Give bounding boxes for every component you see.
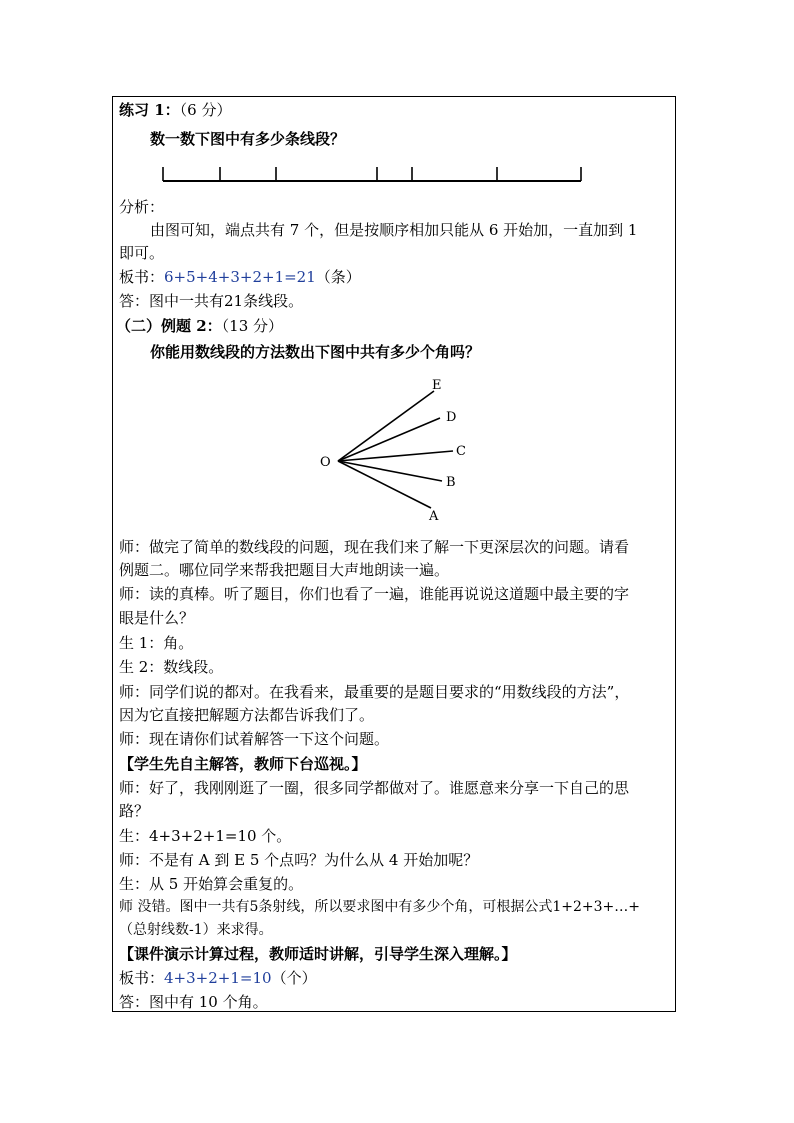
- dialogue-line: 师：做完了简单的数线段的问题，现在我们来了解一下更深层次的问题。请看: [119, 538, 630, 556]
- board1-unit: （条）: [315, 268, 361, 286]
- dialogue-line: 师：不是有 A 到 E 5 个点吗？为什么从 4 开始加呢？: [119, 851, 479, 869]
- board1-formula: 6+5+4+3+2+1=21: [164, 268, 316, 286]
- dialogue-line: 师：现在请你们试着解答一下这个问题。: [119, 730, 390, 748]
- board1-label: 板书：: [119, 268, 165, 286]
- exercise1-title: 练习 1：: [119, 101, 180, 119]
- analysis-line-1: 由图可知，端点共有 7 个，但是按顺序相加只能从 6 开始加，一直加到 1: [150, 221, 638, 239]
- dialogue-line: （总射线数-1）来求得。: [119, 922, 273, 938]
- dialogue-line: 【课件演示计算过程，教师适时讲解，引导学生深入理解。】: [119, 945, 517, 963]
- board2-formula: 4+3+2+1=10: [164, 969, 272, 987]
- point-label-e: E: [432, 378, 442, 393]
- exercise1-score: （6 分）: [179, 101, 232, 119]
- example2-question: 你能用数线段的方法数出下图中共有多少个角吗？: [150, 343, 481, 361]
- dialogue-line: 师 没错。图中一共有5条射线，所以要求图中有多少个角，可根据公式1+2+3+…+: [119, 899, 640, 915]
- example2-title: （二）例题 2：: [116, 317, 222, 335]
- example2-heading: [116, 316, 283, 336]
- dialogue-line: 例题二。哪位同学来帮我把题目大声地朗读一遍。: [119, 561, 450, 579]
- point-label-c: C: [456, 444, 466, 459]
- exercise1-heading: [119, 100, 231, 120]
- point-label-a: A: [429, 509, 439, 524]
- dialogue-line: 路？: [119, 802, 150, 820]
- answer1: 答：图中一共有21条线段。: [119, 292, 304, 310]
- dialogue-line: 师：好了，我刚刚逛了一圈，很多同学都做对了。谁愿意来分享一下自己的思: [119, 779, 630, 797]
- dialogue-line: 生：从 5 开始算会重复的。: [119, 875, 304, 893]
- point-label-d: D: [446, 410, 457, 425]
- segment-diagram: [158, 160, 588, 186]
- ray-oa: [338, 461, 431, 508]
- dialogue-line: 【学生先自主解答，教师下台巡视。】: [119, 755, 367, 773]
- dialogue-line: 师：读的真棒。听了题目，你们也看了一遍，谁能再说说这道题中最主要的字: [119, 585, 630, 603]
- dialogue-line: 生：4+3+2+1=10 个。: [119, 827, 292, 845]
- answer2: 答：图中有 10 个角。: [119, 993, 268, 1011]
- dialogue-line: 生 2：数线段。: [119, 658, 224, 676]
- ray-ob: [338, 461, 442, 481]
- dialogue-line: 眼是什么？: [119, 609, 195, 627]
- board2-unit: （个）: [271, 969, 317, 987]
- board2-label: 板书：: [119, 969, 165, 987]
- point-label-b: B: [446, 475, 456, 490]
- angle-diagram: [310, 375, 480, 525]
- dialogue-line: 因为它直接把解题方法都告诉我们了。: [119, 706, 375, 724]
- analysis-line-2: 即可。: [119, 244, 165, 262]
- dialogue-line: 师：同学们说的都对。在我看来，最重要的是题目要求的“用数线段的方法”，: [119, 683, 630, 701]
- point-label-o: O: [320, 455, 331, 470]
- board1: [119, 267, 361, 287]
- example2-score: （13 分）: [221, 317, 284, 335]
- ray-oc: [338, 451, 453, 461]
- exercise1-question: 数一数下图中有多少条线段？: [150, 130, 346, 148]
- board2: [119, 968, 317, 988]
- dialogue-line: 生 1：角。: [119, 634, 194, 652]
- analysis-label: 分析：: [119, 198, 165, 216]
